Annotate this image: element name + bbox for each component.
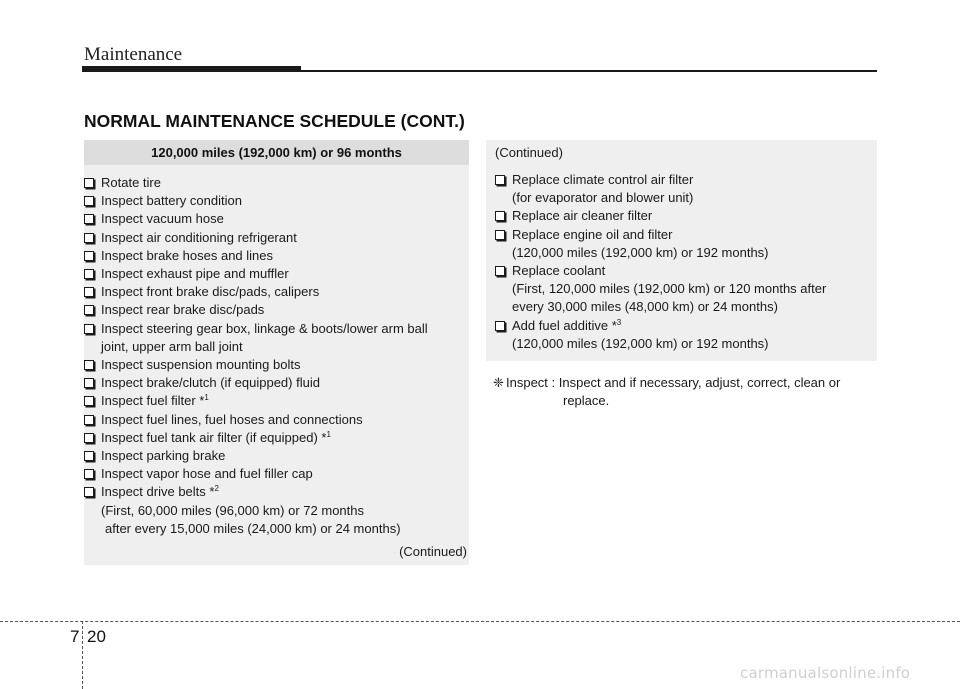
checklist-item-text: Rotate tire <box>101 175 161 190</box>
checkbox-icon <box>84 305 94 315</box>
checklist-item-text: Replace air cleaner filter <box>512 208 653 224</box>
checklist-item-text: Inspect battery condition <box>101 193 242 209</box>
schedule-panel-right <box>486 140 877 361</box>
footer-divider <box>0 621 960 622</box>
checklist-item-text: Inspect brake hoses and lines <box>101 247 273 263</box>
checkbox-icon <box>84 251 94 261</box>
belt-note-line-2: after every 15,000 miles (24,000 km) or 24 months) <box>105 520 401 536</box>
checklist-item-text: Inspect fuel lines, fuel hoses and connections <box>101 411 363 427</box>
checklist-item-text: Inspect front brake disc/pads, calipers <box>101 284 320 300</box>
checklist-item-detail: (120,000 miles (192,000 km) or 192 months) <box>512 335 769 351</box>
note-line-1: Inspect : Inspect and if necessary, adjust, correct, clean or <box>506 375 841 390</box>
interval-heading: 120,000 miles (192,000 km) or 96 months <box>84 140 469 165</box>
checkbox-icon <box>84 433 94 443</box>
checklist-item-detail: every 30,000 miles (48,000 km) or 24 months) <box>512 299 778 315</box>
checkbox-icon <box>84 269 94 279</box>
footnote-marker: 2 <box>214 484 219 494</box>
checklist-item <box>84 411 469 429</box>
checkbox-icon <box>84 415 94 425</box>
checkbox-icon <box>84 396 94 406</box>
checklist-item-text: Inspect air conditioning refrigerant <box>101 229 297 245</box>
checkbox-icon <box>495 321 505 331</box>
checklist-item-text: Inspect fuel tank air filter (if equipped) * <box>101 429 327 445</box>
checklist-item-detail: joint, upper arm ball joint <box>101 338 243 354</box>
checkbox-icon <box>84 214 94 224</box>
checklist-item-text: Replace coolant <box>512 263 606 279</box>
watermark: carmanualsonline.info <box>740 664 911 682</box>
checkbox-icon <box>84 487 94 497</box>
footnote-marker: 1 <box>326 429 331 439</box>
inspect-note <box>493 374 877 410</box>
checklist-item <box>84 283 469 301</box>
checklist-item-text: Inspect brake/clutch (if equipped) fluid <box>101 375 320 391</box>
checklist-item <box>84 229 469 247</box>
checklist-item-detail: (for evaporator and blower unit) <box>512 190 694 206</box>
checkbox-icon <box>84 360 94 370</box>
checklist-item-text: Inspect drive belts * <box>101 484 215 500</box>
checklist-item <box>84 320 469 356</box>
checkbox-icon <box>84 233 94 243</box>
checklist-item-text: Inspect steering gear box, linkage & boots/lower arm ball <box>101 320 428 336</box>
checklist-item-text: Inspect suspension mounting bolts <box>101 357 301 373</box>
checklist-item <box>84 356 469 374</box>
checklist-item <box>84 429 469 447</box>
checklist-item <box>84 465 469 483</box>
checkbox-icon <box>84 451 94 461</box>
checklist-item-text: Inspect fuel filter * <box>101 393 205 409</box>
checklist-item-text: Inspect vacuum hose <box>101 211 224 227</box>
header-rule-thin <box>301 70 877 72</box>
checklist-item <box>84 392 469 410</box>
checklist-item <box>84 447 469 465</box>
checklist-item <box>84 301 469 319</box>
checklist-left <box>84 165 469 502</box>
checkbox-icon <box>495 230 505 240</box>
belt-note-line-1: (First, 60,000 miles (96,000 km) or 72 months <box>101 502 364 518</box>
continued-label-bottom: (Continued) <box>399 544 467 559</box>
checklist-item <box>495 317 877 353</box>
checklist-item <box>495 171 877 207</box>
checkbox-icon <box>84 196 94 206</box>
checklist-item <box>84 192 469 210</box>
footnote-marker: 1 <box>204 393 209 403</box>
page-heading: NORMAL MAINTENANCE SCHEDULE (CONT.) <box>84 111 465 131</box>
checkbox-icon <box>495 266 505 276</box>
checklist-item-text: Inspect exhaust pipe and muffler <box>101 266 289 282</box>
checklist-item <box>84 210 469 228</box>
note-line-2: replace. <box>563 393 610 409</box>
page-number: 20 <box>87 627 106 646</box>
checklist-item-detail: (First, 120,000 miles (192,000 km) or 120 months after <box>512 281 827 297</box>
checklist-item-text: Replace engine oil and filter <box>512 226 673 242</box>
checklist-item-text: Replace climate control air filter <box>512 172 694 187</box>
checkbox-icon <box>495 211 505 221</box>
checklist-item <box>84 483 469 501</box>
checklist-item-text: Inspect rear brake disc/pads <box>101 302 265 318</box>
checkbox-icon <box>84 378 94 388</box>
checklist-item <box>495 226 877 262</box>
checklist-item-text: Inspect parking brake <box>101 448 226 464</box>
checkbox-icon <box>84 324 94 334</box>
continued-label-top: (Continued) <box>495 145 563 160</box>
footnote-marker: 3 <box>616 317 622 327</box>
checklist-item <box>84 174 469 192</box>
schedule-panel-left <box>84 140 469 565</box>
chapter-number: 7 <box>70 627 80 646</box>
checklist-item-text: Add fuel additive * <box>512 317 617 333</box>
checklist-item-detail: (120,000 miles (192,000 km) or 192 months) <box>512 244 769 260</box>
note-symbol-icon: ❈ <box>493 375 504 390</box>
checkbox-icon <box>84 287 94 297</box>
belt-note <box>84 502 469 538</box>
checklist-item <box>84 374 469 392</box>
header-rule-thick <box>82 66 301 72</box>
checkbox-icon <box>84 178 94 188</box>
checklist-item <box>84 265 469 283</box>
checklist-item <box>495 207 877 225</box>
checkbox-icon <box>495 175 505 185</box>
checklist-right <box>486 140 877 353</box>
checklist-item <box>495 262 877 317</box>
checklist-item-text: Inspect vapor hose and fuel filler cap <box>101 466 313 482</box>
checklist-item <box>84 247 469 265</box>
section-title: Maintenance <box>84 44 183 65</box>
footer-divider-vertical <box>82 621 83 689</box>
checkbox-icon <box>84 469 94 479</box>
